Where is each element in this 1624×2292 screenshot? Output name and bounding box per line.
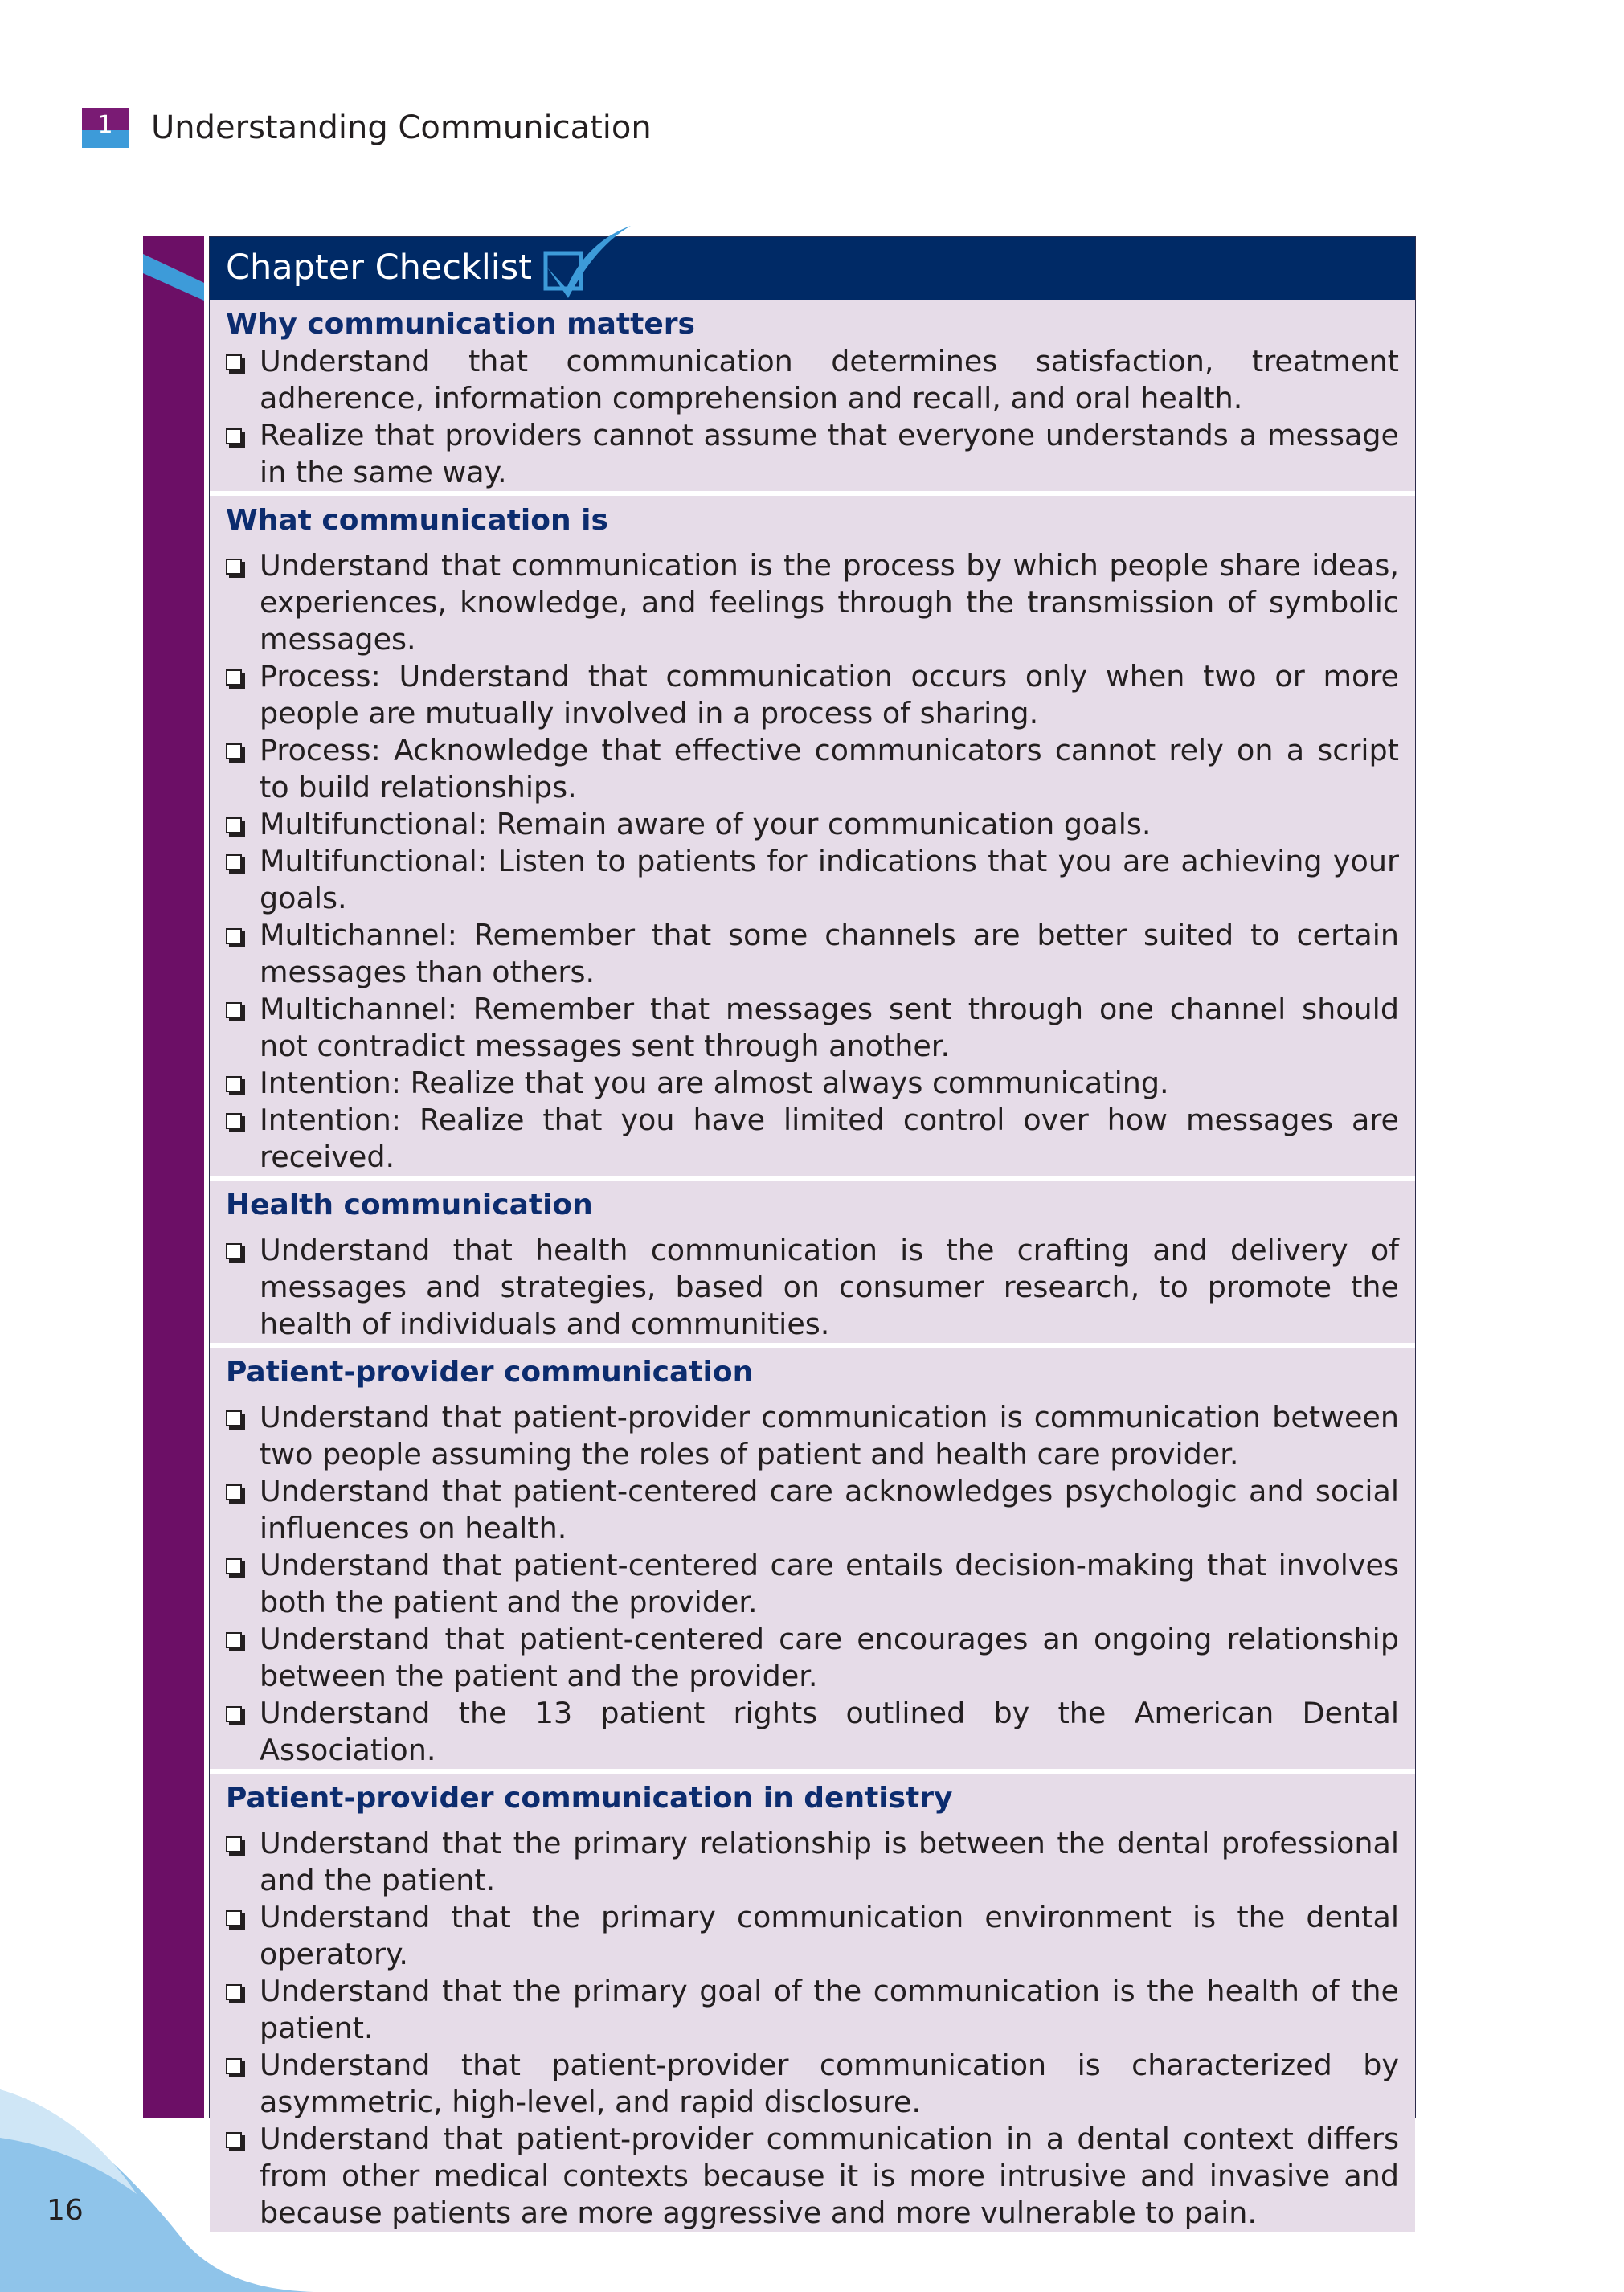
checkbox-icon	[226, 1076, 242, 1092]
checkbox-icon	[226, 1243, 242, 1259]
checklist-item	[226, 1065, 1399, 1102]
section-heading: Patient-provider communication in dentistry	[226, 1782, 953, 1815]
chapter-title: Understanding Communication	[151, 109, 652, 146]
chapter-number-badge	[82, 108, 129, 148]
checklist-item	[226, 1973, 1399, 2047]
checkbox-icon	[226, 743, 242, 759]
checklist-section	[210, 300, 1415, 491]
checkbox-icon	[226, 1836, 242, 1852]
checklist-item	[226, 1899, 1399, 1973]
section-heading: Health communication	[226, 1189, 593, 1222]
checkbox-icon	[226, 1484, 242, 1500]
checklist-items	[226, 343, 1399, 491]
checkbox-icon	[226, 559, 242, 575]
page-number: 16	[47, 2194, 84, 2227]
checkbox-icon	[226, 928, 242, 944]
checklist-item-text: Understand that communication is the process by which people share ideas, experiences, knowledge, and feelings through the transmission of symbolic messages.	[260, 548, 1399, 657]
running-head	[82, 108, 652, 148]
checklist-title: Chapter Checklist	[226, 248, 533, 288]
checklist-item-text: Multifunctional: Listen to patients for indications that you are achieving your goals.	[260, 844, 1399, 915]
checklist-item-text: Intention: Realize that you are almost always communicating.	[260, 1066, 1169, 1100]
checklist-item-text: Understand that patient-provider communication in a dental context differs from other medical contexts because it is more intrusive and invasive and because patients are more aggressive and more vulnerable to pain.	[260, 2122, 1399, 2230]
checklist-item	[226, 991, 1399, 1065]
checklist-item	[226, 2121, 1399, 2232]
checklist-item-text: Understand the 13 patient rights outlined by the American Dental Association.	[260, 1696, 1399, 1767]
left-accent-bar	[143, 236, 204, 2118]
checklist-item-text: Understand that patient-provider communication is communication between two people assuming the roles of patient and health care provider.	[260, 1400, 1399, 1471]
checklist-item	[226, 843, 1399, 917]
checkbox-icon	[226, 1002, 242, 1018]
checkmark-icon	[539, 221, 634, 301]
checklist-item-text: Understand that communication determines satisfaction, treatment adherence, information comprehension and recall, and oral health.	[260, 344, 1399, 415]
checklist-item	[226, 1621, 1399, 1695]
checkbox-icon	[226, 854, 242, 870]
checklist-item-text: Multichannel: Remember that messages sent through one channel should not contradict messages sent through another.	[260, 992, 1399, 1063]
checkbox-icon	[226, 354, 242, 370]
checklist-item-text: Understand that patient-centered care encourages an ongoing relationship between the patient and the provider.	[260, 1622, 1399, 1693]
checklist-item	[226, 917, 1399, 991]
checklist-item	[226, 806, 1399, 843]
checklist-item	[226, 1102, 1399, 1176]
checklist-items	[226, 547, 1399, 1176]
checklist-item	[226, 1232, 1399, 1343]
chapter-number: 1	[97, 111, 113, 139]
checklist-section	[210, 1348, 1415, 1769]
checklist-items	[226, 1825, 1399, 2232]
checklist-header	[210, 237, 1415, 300]
checklist-section	[210, 1774, 1415, 2232]
checklist-item	[226, 1695, 1399, 1769]
chapter-checklist-box	[143, 236, 1416, 2230]
left-accent-tab	[143, 236, 204, 301]
checklist-item	[226, 2047, 1399, 2121]
checkbox-icon	[226, 1706, 242, 1722]
checklist-item-text: Realize that providers cannot assume that everyone understands a message in the same way.	[260, 418, 1399, 489]
checklist-item	[226, 1547, 1399, 1621]
checklist-item-text: Intention: Realize that you have limited control over how messages are received.	[260, 1103, 1399, 1174]
checkbox-icon	[226, 817, 242, 833]
checklist-item	[226, 1473, 1399, 1547]
checklist-item-text: Multifunctional: Remain aware of your communication goals.	[260, 807, 1152, 841]
checklist-item	[226, 1399, 1399, 1473]
checklist-item	[226, 343, 1399, 417]
checkbox-icon	[226, 1113, 242, 1129]
checklist-item-text: Process: Understand that communication occurs only when two or more people are mutually involved in a process of sharing.	[260, 659, 1399, 731]
checklist-item-text: Understand that patient-provider communication is characterized by asymmetric, high-level, and rapid disclosure.	[260, 2048, 1399, 2119]
checklist-item	[226, 658, 1399, 732]
checkbox-icon	[226, 428, 242, 444]
checklist-section	[210, 496, 1415, 1176]
checklist-item-text: Multichannel: Remember that some channels are better suited to certain messages than others.	[260, 918, 1399, 989]
checklist-item-text: Understand that health communication is the crafting and delivery of messages and strategies, based on consumer research, to promote the health of individuals and communities.	[260, 1233, 1399, 1341]
section-heading: Patient-provider communication	[226, 1356, 754, 1389]
checkbox-icon	[226, 1632, 242, 1648]
checklist-section	[210, 1181, 1415, 1343]
checklist-item-text: Understand that the primary communication environment is the dental operatory.	[260, 1900, 1399, 1971]
checklist-items	[226, 1232, 1399, 1343]
checkbox-icon	[226, 1410, 242, 1426]
checklist-item	[226, 547, 1399, 658]
checklist-item-text: Process: Acknowledge that effective communicators cannot rely on a script to build relationships.	[260, 733, 1399, 804]
checklist-items	[226, 1399, 1399, 1769]
checklist-panel	[209, 236, 1416, 2230]
section-heading: What communication is	[226, 504, 608, 537]
checkbox-icon	[226, 1558, 242, 1574]
checklist-item	[226, 1825, 1399, 1899]
checklist-item-text: Understand that the primary relationship is between the dental professional and the patient.	[260, 1826, 1399, 1897]
checkbox-icon	[226, 669, 242, 686]
checklist-item	[226, 417, 1399, 491]
checklist-item-text: Understand that the primary goal of the communication is the health of the patient.	[260, 1974, 1399, 2045]
section-heading: Why communication matters	[226, 308, 695, 341]
checklist-item-text: Understand that patient-centered care entails decision-making that involves both the patient and the provider.	[260, 1548, 1399, 1619]
checklist-sections	[210, 300, 1415, 2232]
checklist-item	[226, 732, 1399, 806]
checklist-item-text: Understand that patient-centered care acknowledges psychologic and social influences on health.	[260, 1474, 1399, 1545]
decorative-wave	[0, 2057, 370, 2292]
checkbox-icon	[226, 1984, 242, 2000]
checkbox-icon	[226, 1910, 242, 1926]
